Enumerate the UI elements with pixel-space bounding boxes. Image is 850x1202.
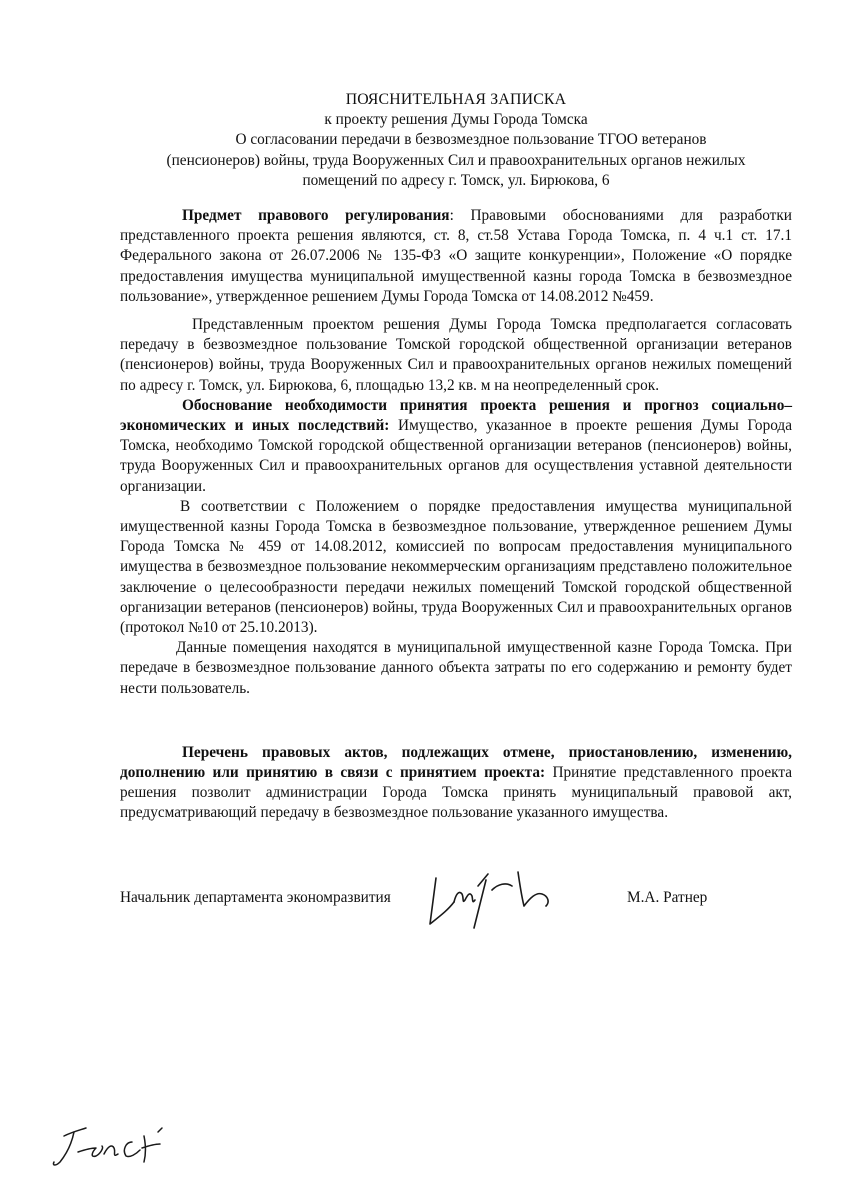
paragraph-text: В соответствии с Положением о порядке предоставления имущества муниципальной имущественной казны Города Томска в безвозмездное пользование, утвержденное решением Думы Города Томска № 459 от 14.08.2012, комиссией по вопросам предоставления муниципального имущества в безвозмездное пользование некоммерческим организациям представлено положительное заключение о целесообразности передачи нежилых помещений Томской городской общественной организации ветеранов (пенсионеров) войны, труда Вооруженных Сил и правоохранительных органов (протокол №10 от 25.10.2013). [120, 497, 792, 637]
document-header [120, 90, 792, 191]
paragraph-legal-regulation [120, 206, 792, 307]
paragraph-text: Представленным проектом решения Думы Города Томска предполагается согласовать передачу в безвозмездное пользование Томской городской общественной организации ветеранов (пенсионеров) войны, труда Вооруженных Сил и правоохранительных органов нежилых помещений по адресу г. Томск, ул. Бирюкова, 6, площадью 13,2 кв. м на неопределенный срок. [120, 316, 792, 394]
document-title: ПОЯСНИТЕЛЬНАЯ ЗАПИСКА [345, 91, 567, 108]
paragraph-text: : Правовыми обоснованиями для разработки представленного проекта решения являются, ст. 8, ст.58 Устава Города Томска, п. 4 ч.1 ст. 17.1 Федерального закона от 26.07.2006 № 135-ФЗ «О защите конкуренции», Положение «О порядке предоставления имущества муниципальной имущественной казны города Томска в безвозмездное пользование», утвержденное решением Думы Города Томска от 14.08.2012 №459. [120, 207, 792, 305]
paragraph-legal-acts [120, 743, 792, 824]
paragraph-text: Имущество, указанное в проекте решения Думы Города Томска, необходимо Томской городской общественной организации ветеранов (пенсионеров) войны, труда Вооруженных Сил и правоохранительных органов для осуществления уставной деятельности организации. [120, 417, 792, 495]
paragraph-treasury [120, 638, 792, 699]
paragraph-commission [120, 497, 792, 638]
paragraph-label: Обоснование необходимости принятия проекта решения и прогноз социально–экономических и иных последствий: [120, 396, 792, 435]
paragraph-proposal [120, 315, 792, 396]
paragraph-label: Предмет правового регулирования [182, 207, 450, 224]
handwritten-signature-icon [426, 866, 556, 938]
document-subject-line-3: помещений по адресу г. Томск, ул. Бирюкова, 6 [302, 171, 610, 189]
paragraph-text: Принятие представленного проекта решения позволит администрации Города Томска принять муниципальный правовой акт, предусматривающий передачу в безвозмездное пользование указанного имущества. [120, 764, 792, 822]
document-subject-line-1: О согласовании передачи в безвозмездное пользование ТГОО ветеранов [235, 131, 707, 149]
document-subject-line-2: (пенсионеров) войны, труда Вооруженных Сил и правоохранительных органов нежилых [166, 151, 746, 169]
signatory-position: Начальник департамента экономразвития [120, 889, 391, 906]
paragraph-justification [120, 396, 792, 497]
document-subtitle: к проекту решения Думы Города Томска [324, 111, 588, 129]
document-body [120, 206, 792, 824]
paragraph-text: Данные помещения находятся в муниципальной имущественной казне Города Томска. При передаче в безвозмездное пользование данного объекта затраты по его содержанию и ремонту будет нести пользователь. [120, 639, 792, 697]
signatory-name: М.А. Ратнер [627, 889, 708, 906]
handwritten-initials-icon [50, 1118, 170, 1174]
paragraph-label: Перечень правовых актов, подлежащих отмене, приостановлению, изменению, дополнению или принятию в связи с принятием проекта: [120, 743, 792, 782]
spacer [120, 699, 792, 743]
